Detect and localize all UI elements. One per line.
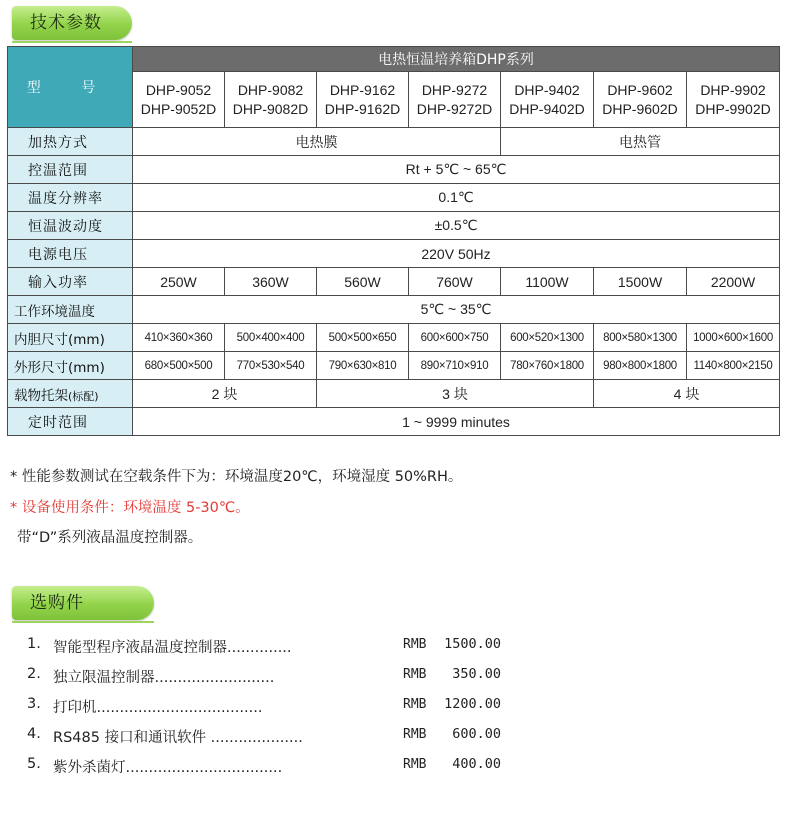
option-number: 3. bbox=[27, 696, 41, 712]
inner-size-cell: 500×400×400 bbox=[225, 324, 317, 352]
power-cell: 250W bbox=[133, 268, 225, 296]
fluctuation-value: ±0.5℃ bbox=[133, 212, 780, 240]
shelves-label-suffix: (标配) bbox=[68, 389, 99, 403]
power-cell: 1500W bbox=[594, 268, 687, 296]
list-item bbox=[27, 756, 501, 778]
model-cell: DHP-9052 DHP-9052D bbox=[133, 72, 225, 128]
table-row bbox=[8, 268, 780, 296]
model-cell: DHP-9602 DHP-9602D bbox=[594, 72, 687, 128]
voltage-value: 220V 50Hz bbox=[133, 240, 780, 268]
list-item bbox=[27, 726, 501, 748]
outer-size-label: 外形尺寸(mm) bbox=[8, 352, 133, 380]
spec-table bbox=[7, 46, 780, 436]
inner-size-cell: 500×500×650 bbox=[317, 324, 409, 352]
option-currency: RMB bbox=[403, 757, 427, 772]
inner-size-cell: 1000×600×1600 bbox=[687, 324, 780, 352]
shelves-cell: 2 块 bbox=[133, 380, 317, 408]
outer-size-cell: 780×760×1800 bbox=[501, 352, 594, 380]
power-label: 输入功率 bbox=[8, 268, 133, 296]
power-cell: 360W bbox=[225, 268, 317, 296]
table-row bbox=[8, 184, 780, 212]
option-name: 智能型程序液晶温度控制器.............. bbox=[53, 640, 292, 656]
table-row bbox=[8, 156, 780, 184]
model-cell: DHP-9082 DHP-9082D bbox=[225, 72, 317, 128]
option-price: 600.00 bbox=[452, 726, 501, 742]
outer-size-cell: 770×530×540 bbox=[225, 352, 317, 380]
inner-size-label: 内胆尺寸(mm) bbox=[8, 324, 133, 352]
temp-range-value: Rt + 5℃ ~ 65℃ bbox=[133, 156, 780, 184]
header-underline bbox=[12, 41, 132, 43]
list-item bbox=[27, 666, 501, 688]
env-temp-value: 5℃ ~ 35℃ bbox=[133, 296, 780, 324]
heating-label: 加热方式 bbox=[8, 128, 133, 156]
option-name: RS485 接口和通讯软件 .................... bbox=[53, 730, 303, 746]
timer-label: 定时范围 bbox=[8, 408, 133, 436]
resolution-value: 0.1℃ bbox=[133, 184, 780, 212]
timer-value: 1 ~ 9999 minutes bbox=[133, 408, 780, 436]
shelves-cell: 3 块 bbox=[317, 380, 594, 408]
option-number: 5. bbox=[27, 756, 41, 772]
option-price: 1500.00 bbox=[444, 636, 501, 652]
inner-size-cell: 800×580×1300 bbox=[594, 324, 687, 352]
outer-size-cell: 890×710×910 bbox=[409, 352, 501, 380]
option-currency: RMB bbox=[403, 727, 427, 742]
env-temp-label: 工作环境温度 bbox=[8, 296, 133, 324]
model-cell: DHP-9272 DHP-9272D bbox=[409, 72, 501, 128]
power-cell: 760W bbox=[409, 268, 501, 296]
power-cell: 1100W bbox=[501, 268, 594, 296]
outer-size-cell: 790×630×810 bbox=[317, 352, 409, 380]
power-cell: 2200W bbox=[687, 268, 780, 296]
option-price: 350.00 bbox=[452, 666, 501, 682]
option-currency: RMB bbox=[403, 697, 427, 712]
option-number: 4. bbox=[27, 726, 41, 742]
temp-range-label: 控温范围 bbox=[8, 156, 133, 184]
table-row bbox=[8, 296, 780, 324]
note-usage-conditions: * 设备使用条件：环境温度 5-30℃。 bbox=[10, 500, 250, 516]
note-d-series: 带“D”系列液晶温度控制器。 bbox=[17, 530, 203, 546]
option-name: 独立限温控制器.......................... bbox=[53, 670, 275, 686]
inner-size-cell: 410×360×360 bbox=[133, 324, 225, 352]
type-label: 型 号 bbox=[8, 47, 133, 128]
outer-size-cell: 1140×800×2150 bbox=[687, 352, 780, 380]
table-row bbox=[8, 128, 780, 156]
fluctuation-label: 恒温波动度 bbox=[8, 212, 133, 240]
option-number: 1. bbox=[27, 636, 41, 652]
table-row bbox=[8, 352, 780, 380]
option-number: 2. bbox=[27, 666, 41, 682]
options-header bbox=[12, 586, 154, 620]
shelves-cell: 4 块 bbox=[594, 380, 780, 408]
tech-params-title: 技术参数 bbox=[30, 13, 102, 33]
shelves-label: 载物托架(标配) bbox=[8, 380, 133, 408]
heating-tube: 电热管 bbox=[501, 128, 780, 156]
option-currency: RMB bbox=[403, 637, 427, 652]
inner-size-cell: 600×520×1300 bbox=[501, 324, 594, 352]
outer-size-cell: 680×500×500 bbox=[133, 352, 225, 380]
series-title: 电热恒温培养箱DHP系列 bbox=[133, 47, 780, 72]
header-underline bbox=[12, 621, 154, 623]
model-cell: DHP-9162 DHP-9162D bbox=[317, 72, 409, 128]
inner-size-cell: 600×600×750 bbox=[409, 324, 501, 352]
list-item bbox=[27, 696, 501, 718]
table-row bbox=[8, 380, 780, 408]
heating-film: 电热膜 bbox=[133, 128, 501, 156]
table-row bbox=[8, 47, 780, 72]
option-price: 1200.00 bbox=[444, 696, 501, 712]
model-cell: DHP-9402 DHP-9402D bbox=[501, 72, 594, 128]
outer-size-cell: 980×800×1800 bbox=[594, 352, 687, 380]
list-item bbox=[27, 636, 501, 658]
option-price: 400.00 bbox=[452, 756, 501, 772]
table-row bbox=[8, 240, 780, 268]
table-row bbox=[8, 324, 780, 352]
tech-params-header bbox=[12, 6, 132, 40]
resolution-label: 温度分辨率 bbox=[8, 184, 133, 212]
model-cell: DHP-9902 DHP-9902D bbox=[687, 72, 780, 128]
option-name: 打印机.................................... bbox=[53, 700, 263, 716]
options-title: 选购件 bbox=[30, 593, 84, 613]
table-row bbox=[8, 408, 780, 436]
power-cell: 560W bbox=[317, 268, 409, 296]
option-currency: RMB bbox=[403, 667, 427, 682]
option-name: 紫外杀菌灯.................................. bbox=[53, 760, 283, 776]
voltage-label: 电源电压 bbox=[8, 240, 133, 268]
table-row bbox=[8, 212, 780, 240]
note-test-conditions: * 性能参数测试在空载条件下为：环境温度20℃，环境湿度 50%RH。 bbox=[10, 469, 463, 485]
